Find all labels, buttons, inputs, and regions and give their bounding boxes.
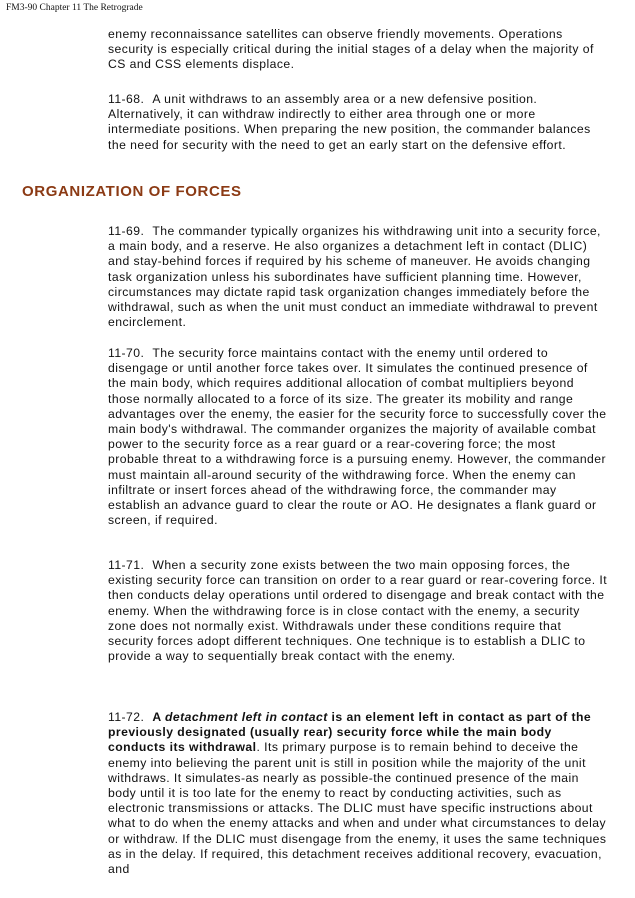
paragraph-11-71 bbox=[108, 558, 608, 664]
paragraph-11-70 bbox=[108, 346, 608, 528]
paragraph-number: 11-72. bbox=[108, 710, 145, 724]
paragraph-11-72 bbox=[108, 710, 608, 877]
definition-text: is an element left in contact as part of the previously designated (usually rear) security force while the main body conducts its withdrawal bbox=[108, 710, 592, 755]
paragraph-text: enemy reconnaissance satellites can observe friendly movements. Operations security is especially critical during the initial stages of a delay when the majority of CS and CSS elements displace. bbox=[108, 27, 594, 72]
paragraph-11-69 bbox=[108, 224, 608, 330]
paragraph-text: The security force maintains contact with the enemy until ordered to disengage or until another force takes over. It simulates the continued presence of the main body, which requires additional allocation of combat multipliers beyond those normally allocated to a force of its size. The greater its mobility and range advantages over the enemy, the easier for the security force to successfully cover the main body's withdrawal. The commander organizes the majority of available combat power to the security force as a rear guard or a rear-covering force; the most probable threat to a withdrawing force is a pursuing enemy. However, the commander must maintain all-around security of the withdrawing force. When the enemy can infiltrate or insert forces ahead of the withdrawing force, the commander may establish an advance guard to clear the route or AO. He designates a flank guard or screen, if required. bbox=[108, 346, 607, 528]
paragraph-text: When a security zone exists between the two main opposing forces, the existing security force can transition on order to a rear guard or rear-covering force. It then conducts delay operations until ordered to disengage and break contact with the enemy. When the withdrawing force is in close contact with the enemy, a security zone does not normally exist. Withdrawals under these conditions require that security forces adopt different techniques. One technique is to establish a DLIC to provide a way to sequentially break contact with the enemy. bbox=[108, 558, 608, 664]
defined-term: detachment left in contact bbox=[165, 710, 328, 724]
paragraph-text: A unit withdraws to an assembly area or a new defensive position. Alternatively, it can withdraw indirectly to either area through one or more intermediate positions. When preparing the new position, the commander balances the need for security with the need to get an early start on the defensive effort. bbox=[108, 92, 591, 152]
section-heading: ORGANIZATION OF FORCES bbox=[22, 183, 242, 200]
paragraph-11-68 bbox=[108, 92, 608, 153]
paragraph-text: The commander typically organizes his withdrawing unit into a security force, a main body, and a reserve. He also organizes a detachment left in contact (DLIC) and stay-behind forces if required by his scheme of maneuver. He avoids changing task organization unless his subordinates have sufficient planning time. However, circumstances may dictate rapid task organization changes immediately before the withdrawal, such as when the unit must conduct an immediate withdrawal to prevent encirclement. bbox=[108, 224, 601, 330]
page-header: FM3-90 Chapter 11 The Retrograde bbox=[6, 3, 143, 13]
paragraph-number: 11-70. bbox=[108, 346, 145, 360]
paragraph-number: 11-69. bbox=[108, 224, 145, 238]
definition-lead: A bbox=[152, 710, 165, 724]
paragraph-text: . Its primary purpose is to remain behind to deceive the enemy into believing the parent unit is still in position while the majority of the unit withdraws. It simulates-as nearly as possible-the continued presence of the main body until it is too late for the enemy to react by conducting activities, such as electronic transmissions or attacks. The DLIC must have specific instructions about what to do when the enemy attacks and when and under what circumstances to delay or withdraw. If the DLIC must disengage from the enemy, it uses the same techniques as in the delay. If required, this detachment receives additional recovery, evacuation, and bbox=[108, 740, 607, 877]
paragraph-number: 11-71. bbox=[108, 558, 145, 572]
paragraph-number: 11-68. bbox=[108, 92, 145, 106]
paragraph-continuation bbox=[108, 27, 608, 73]
